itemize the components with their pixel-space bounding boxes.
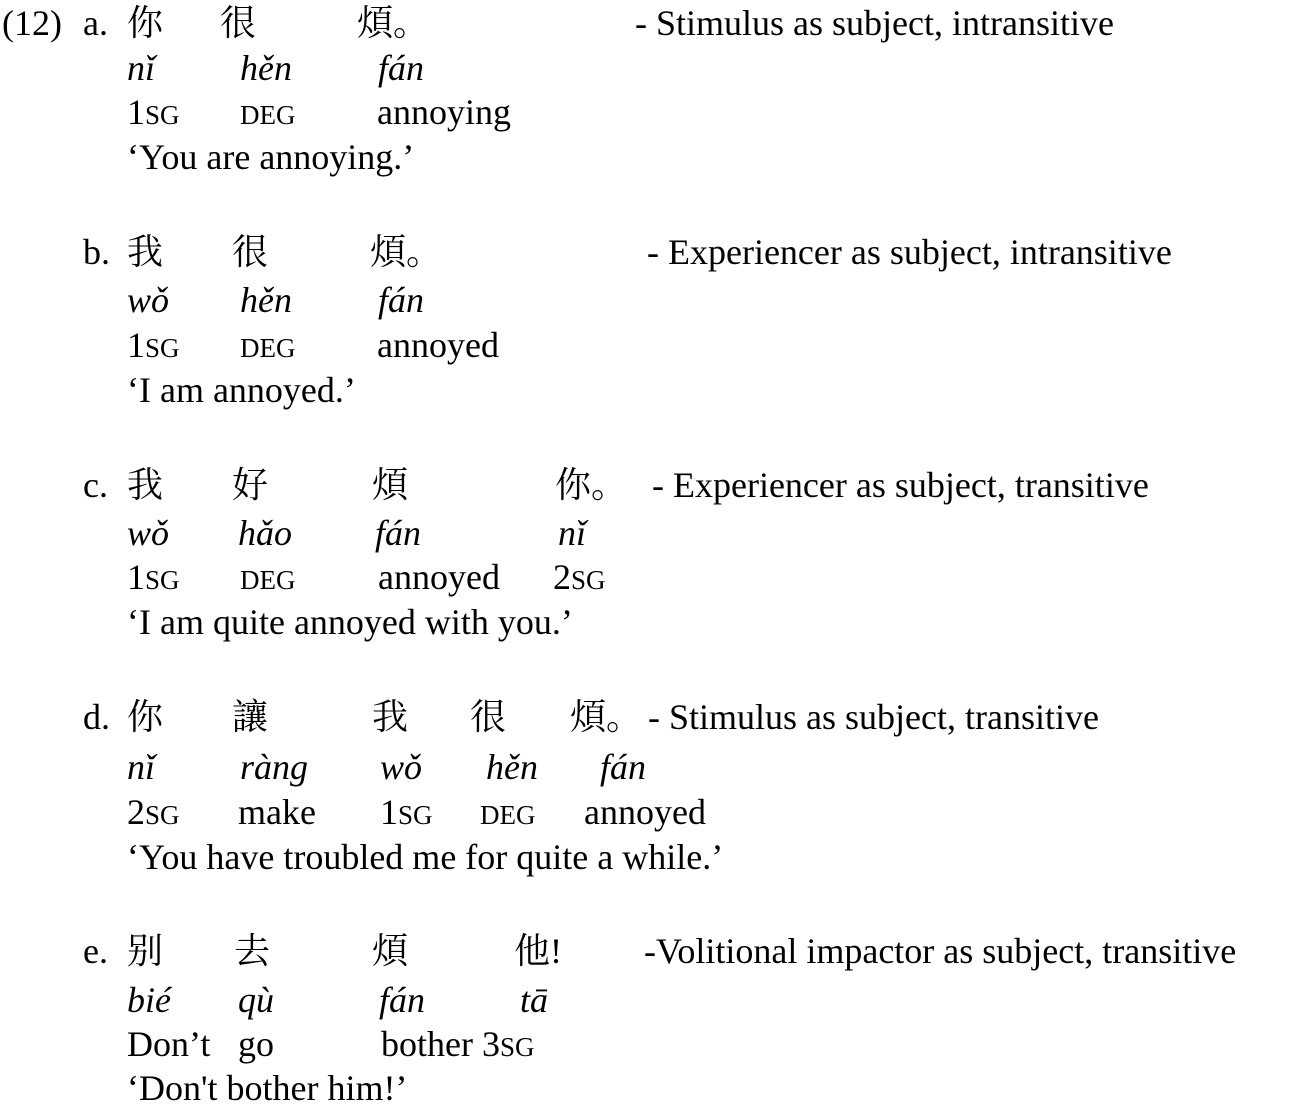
example-c-gloss-line: [0, 554, 1304, 600]
example-a-hanzi-line: [0, 0, 1304, 46]
example-letter: c.: [83, 465, 108, 505]
translation: ‘Don't bother him!’: [127, 1068, 408, 1108]
gloss-word: 2SG: [553, 557, 606, 597]
hanzi-word: 煩。: [357, 3, 430, 43]
example-c-hanzi-line: [0, 462, 1304, 508]
hanzi-word: 他!: [514, 931, 562, 971]
hanzi-word: 煩: [372, 465, 409, 505]
gloss-word: annoyed: [584, 792, 706, 832]
example-comment: - Experiencer as subject, transitive: [652, 465, 1149, 505]
translation: ‘You are annoying.’: [127, 137, 415, 177]
hanzi-word: 我: [372, 697, 409, 737]
hanzi-word: 很: [232, 232, 269, 272]
example-d-gloss-line: [0, 789, 1304, 835]
example-d-pinyin-line: [0, 744, 1304, 790]
pinyin-word: tā: [520, 980, 549, 1020]
gloss-word: go: [238, 1024, 274, 1064]
gloss-word: 1SG: [380, 792, 433, 832]
example-c-pinyin-line: [0, 510, 1304, 556]
pinyin-word: wǒ: [380, 747, 423, 787]
example-comment: -Volitional impactor as subject, transitive: [644, 931, 1237, 971]
translation: ‘I am quite annoyed with you.’: [127, 602, 573, 642]
gloss-word: 2SG: [127, 792, 180, 832]
gloss-word: bother 3SG: [381, 1024, 535, 1064]
hanzi-word: 去: [234, 931, 271, 971]
example-b-hanzi-line: [0, 229, 1304, 275]
gloss-word: DEG: [240, 333, 296, 363]
gloss-word: annoyed: [378, 557, 500, 597]
gloss-word: DEG: [240, 100, 296, 130]
example-letter: d.: [83, 697, 110, 737]
pinyin-word: nǐ: [127, 747, 156, 787]
example-e-gloss-line: [0, 1021, 1304, 1067]
pinyin-word: fán: [375, 513, 422, 553]
pinyin-word: hǎo: [238, 513, 292, 553]
pinyin-word: wǒ: [127, 280, 170, 320]
pinyin-word: fán: [379, 980, 426, 1020]
example-b-gloss-line: [0, 322, 1304, 368]
pinyin-word: ràng: [240, 747, 309, 787]
example-d-hanzi-line: [0, 694, 1304, 740]
pinyin-word: nǐ: [127, 48, 156, 88]
example-a-pinyin-line: [0, 45, 1304, 91]
example-comment: - Stimulus as subject, intransitive: [635, 3, 1114, 43]
pinyin-word: hěn: [240, 280, 292, 320]
pinyin-word: wǒ: [127, 513, 170, 553]
gloss-word: DEG: [240, 565, 296, 595]
pinyin-word: hěn: [486, 747, 538, 787]
gloss-word: 1SG: [127, 325, 180, 365]
example-number: (12): [2, 3, 62, 43]
translation: ‘You have troubled me for quite a while.’: [127, 837, 724, 877]
hanzi-word: 煩: [372, 931, 409, 971]
pinyin-word: bié: [127, 980, 171, 1020]
hanzi-word: 好: [232, 465, 269, 505]
gloss-word: make: [238, 792, 316, 832]
hanzi-word: 讓: [232, 697, 269, 737]
example-letter: b.: [83, 232, 110, 272]
example-e-hanzi-line: [0, 928, 1304, 974]
example-letter: e.: [83, 931, 108, 971]
example-d-translation-line: [0, 834, 1304, 880]
example-c-translation-line: [0, 599, 1304, 645]
translation: ‘I am annoyed.’: [127, 370, 356, 410]
gloss-word: annoyed: [377, 325, 499, 365]
hanzi-word: 你: [127, 697, 164, 737]
pinyin-word: fán: [600, 747, 647, 787]
example-e-pinyin-line: [0, 977, 1304, 1023]
hanzi-word: 煩。: [570, 697, 643, 737]
pinyin-word: fán: [378, 280, 425, 320]
gloss-word: DEG: [480, 800, 536, 830]
hanzi-word: 我: [127, 232, 164, 272]
hanzi-word: 很: [470, 697, 507, 737]
hanzi-word: 我: [127, 465, 164, 505]
gloss-word: 1SG: [127, 557, 180, 597]
example-comment: - Stimulus as subject, transitive: [648, 697, 1099, 737]
pinyin-word: hěn: [240, 48, 292, 88]
hanzi-word: 别: [127, 931, 164, 971]
example-a-gloss-line: [0, 89, 1304, 135]
pinyin-word: nǐ: [558, 513, 587, 553]
gloss-word: 1SG: [127, 92, 180, 132]
example-e-translation-line: [0, 1065, 1304, 1111]
gloss-word: annoying: [377, 92, 511, 132]
hanzi-word: 煩。: [370, 232, 443, 272]
example-a-translation-line: [0, 134, 1304, 180]
hanzi-word: 你: [127, 3, 164, 43]
pinyin-word: fán: [378, 48, 425, 88]
gloss-word: Don’t: [127, 1024, 211, 1064]
hanzi-word: 你。: [555, 465, 628, 505]
example-b-translation-line: [0, 367, 1304, 413]
example-letter: a.: [83, 3, 108, 43]
example-comment: - Experiencer as subject, intransitive: [647, 232, 1172, 272]
hanzi-word: 很: [220, 3, 257, 43]
pinyin-word: qù: [238, 980, 274, 1020]
example-b-pinyin-line: [0, 277, 1304, 323]
